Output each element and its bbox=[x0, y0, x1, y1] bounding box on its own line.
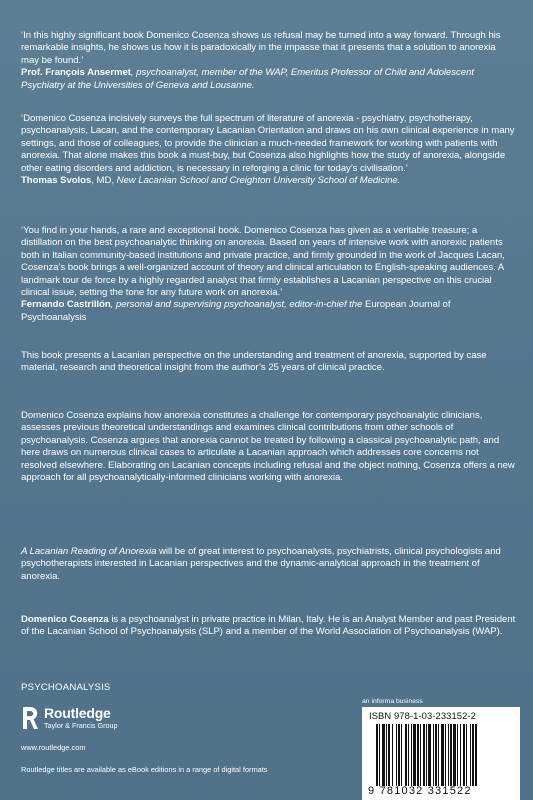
review-quote: ‘Domenico Cosenza incisively surveys the full spectrum of literature of anorexia - psychiatry, psychotherapy, psychoanalysis, Lacan, and the contemporary Lacanian Orientation and draws on his own clinical experience in many settings, and those of colleagues, to provide the clinician a much-needed framework for working with patients with anorexia. That alone makes this book a must-buy, but Cosenza also highlights how the study of anorexia, alongside other eating disorders and addiction, is necessary in reforging a clinic for today’s civilisation.’ bbox=[21, 113, 515, 174]
reviewer-name: Thomas Svolos bbox=[21, 175, 92, 187]
reviewer-name: Fernando Castrillón bbox=[21, 299, 111, 311]
review-attribution bbox=[21, 67, 516, 92]
review-svolos bbox=[21, 113, 516, 187]
publisher-group: Taylor & Francis Group bbox=[44, 721, 118, 730]
subject-category: PSYCHOANALYSIS bbox=[21, 682, 111, 693]
barcode-digits: 9 781032 331522 bbox=[368, 785, 472, 797]
barcode-area bbox=[362, 698, 520, 800]
description-paragraph-1: This book presents a Lacanian perspective on the understanding and treatment of anorexia, supported by case material, research and theoretical insight from the author’s 25 years of clinical practice. bbox=[21, 350, 487, 374]
reviewer-credential: , MD, bbox=[91, 175, 117, 187]
ebook-note: Routledge titles are available as eBook editions in a range of digital formats bbox=[21, 765, 268, 774]
reviewer-role: , psychoanalyst, member of the WAP, Emeritus Professor of Child and Adolescent Psychiatry at the Universities of Geneva and Lousanne. bbox=[21, 67, 474, 91]
review-castrillon bbox=[21, 225, 516, 324]
reviewer-name: Prof. François Ansermet bbox=[21, 67, 131, 79]
description-paragraph-2: Domenico Cosenza explains how anorexia constitutes a challenge for contemporary psychoanalytic clinicians, assesses previous theoretical understandings and examines clinical contributions from other schools of psychoanalysis. Cosenza argues that anorexia cannot be treated by following a classical psychoanalytic path, and here draws on numerous clinical cases to articulate a Lacanian approach which addresses core concerns not resolved elsewhere. Elaborating on Lacanian concepts including refusal and the object nothing, Cosenza offers a new approach for all psychoanalytically-informed clinicians working with anorexia. bbox=[21, 410, 515, 484]
review-attribution bbox=[21, 175, 516, 187]
routledge-logo-icon bbox=[21, 706, 39, 730]
journal-name: European Journal of Psychoanalysis bbox=[21, 299, 451, 323]
publisher-logo bbox=[21, 706, 118, 730]
description-paragraph-3: A Lacanian Reading of Anorexia will be of great interest to psychoanalysts, psychiatrists, clinical psychologists and psychotherapists interested in Lacanian perspectives and the dynamic-analytical approach in the treatment of anorexia. bbox=[21, 546, 501, 582]
isbn-label: ISBN 978-1-03-233152-2 bbox=[369, 710, 476, 721]
review-quote: ‘You find in your hands, a rare and exceptional book. Domenico Cosenza has given as a veritable treasure; a distillation on the best psychoanalytic thinking on anorexia. Based on years of intensive work with anorexic patients both in Italian community-based institutions and private practice, and firmly grounded in the work of Jacques Lacan, Cosenza’s book brings a well-organized account of theory and clinical articulation to English-speaking audiences. A landmark tour de force by a highly regarded analyst that firmly establishes a Lacanian perspective on this crucial clinical issue, setting the tone for any future work on anorexia.’ bbox=[21, 225, 505, 299]
review-attribution bbox=[21, 299, 516, 324]
informa-label: an informa business bbox=[362, 698, 423, 705]
barcode-icon bbox=[376, 724, 514, 786]
author-name: Domenico Cosenza bbox=[21, 614, 109, 625]
reviewer-role: , personal and supervising psychoanalyst, editor-in-chief the bbox=[110, 299, 365, 311]
review-quote: ‘In this highly significant book Domenico Cosenza shows us refusal may be turned into a way forward. Through his remarkable insights, he shows us how it is paradoxically in the impasse that it presents that a solution to anorexia may be found.’ bbox=[21, 30, 501, 66]
review-ansermet bbox=[21, 30, 516, 92]
reviewer-role: New Lacanian School and Creighton University School of Medicine. bbox=[116, 175, 401, 187]
author-bio: Domenico Cosenza is a psychoanalyst in private practice in Milan, Italy. He is an Analyst Member and past President of the Lacanian School of Psychoanalysis (SLP) and a member of the World Association of Psychoanalysis (WAP). bbox=[21, 614, 516, 638]
publisher-website: www.routledge.com bbox=[21, 743, 86, 752]
publisher-name: Routledge bbox=[44, 705, 111, 721]
book-title: A Lacanian Reading of Anorexia bbox=[21, 546, 157, 557]
barcode-box bbox=[362, 707, 520, 800]
